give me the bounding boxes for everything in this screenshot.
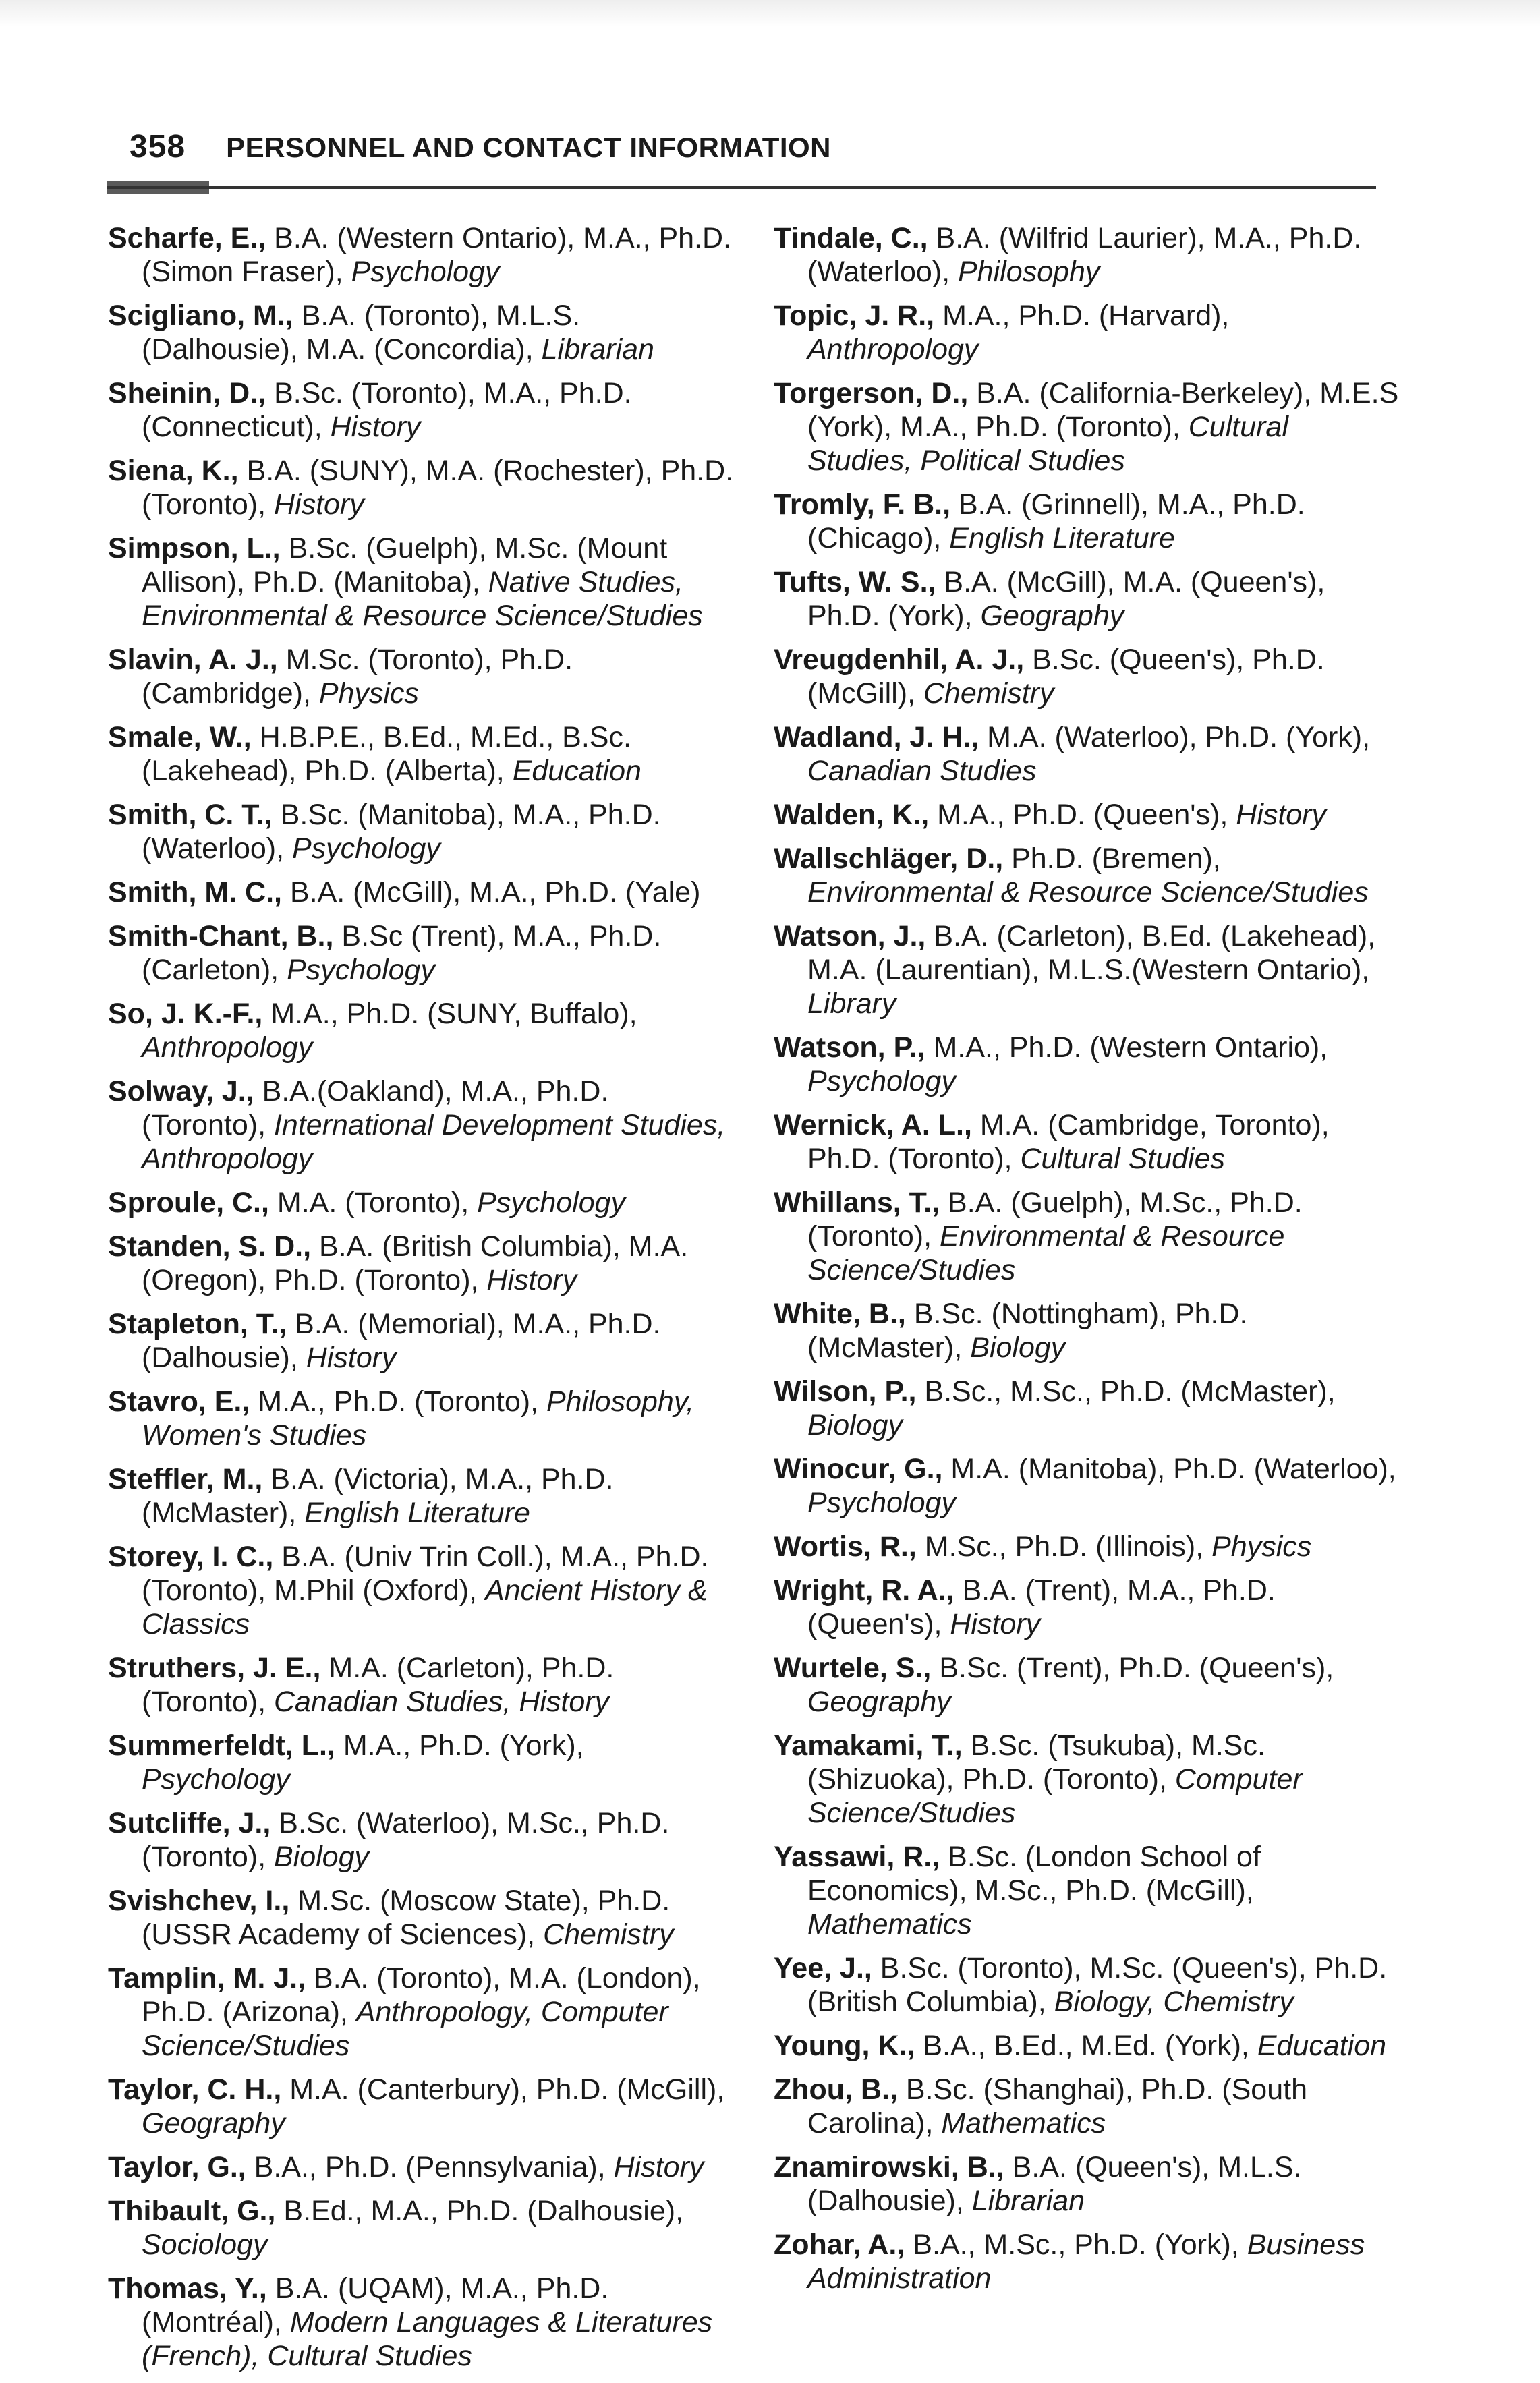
personnel-entry [774, 1297, 1401, 1365]
personnel-entry [774, 798, 1401, 832]
person-name: Scigliano, M., [108, 299, 293, 332]
person-credentials: H.B.P.E., B.Ed., M.Ed., B.Sc. (Lakehead), Ph.D. (Alberta), [142, 721, 631, 787]
personnel-entry [108, 454, 735, 521]
person-department: Mathematics [807, 1908, 972, 1941]
person-department: English Literature [304, 1497, 530, 1529]
personnel-entry [108, 376, 735, 444]
person-credentials: B.Sc. (Manitoba), M.A., Ph.D. (Waterloo), [142, 799, 661, 865]
person-credentials: B.A. (Carleton), B.Ed. (Lakehead), M.A. (Laurentian), M.L.S.(Western Ontario), [807, 920, 1376, 986]
personnel-entry [774, 2228, 1401, 2295]
person-credentials: B.Sc. (Shanghai), Ph.D. (South Carolina), [807, 2073, 1307, 2140]
personnel-entry [108, 1230, 735, 1297]
person-credentials: B.Sc. (Queen's), Ph.D. (McGill), [807, 643, 1325, 710]
person-department: Psychology [292, 832, 440, 865]
personnel-entry [108, 1540, 735, 1641]
person-name: Solway, J., [108, 1075, 254, 1108]
person-name: Smith, M. C., [108, 876, 282, 909]
personnel-entry [774, 376, 1401, 478]
person-credentials: B.A. (SUNY), M.A. (Rochester), Ph.D. (Toronto), [142, 455, 734, 521]
person-name: Smale, W., [108, 721, 252, 753]
person-name: Simpson, L., [108, 532, 281, 565]
person-name: Thomas, Y., [108, 2272, 267, 2305]
person-department: History [273, 488, 364, 521]
person-department: Geography [807, 1686, 951, 1718]
personnel-entry [108, 1884, 735, 1951]
person-department: Environmental & Resource Science/Studies [807, 1220, 1285, 1286]
person-credentials: B.Sc. (Trent), Ph.D. (Queen's), [931, 1652, 1334, 1684]
person-credentials: M.A. (Carleton), Ph.D. (Toronto), [142, 1652, 615, 1718]
person-name: Summerfeldt, L., [108, 1729, 335, 1762]
person-credentials: B.A., M.Sc., Ph.D. (York), [905, 2229, 1247, 2261]
person-name: Tufts, W. S., [774, 566, 936, 598]
person-name: Steffler, M., [108, 1463, 263, 1495]
person-credentials: M.A. (Manitoba), Ph.D. (Waterloo), [942, 1453, 1396, 1485]
person-department: Psychology [287, 954, 435, 986]
person-credentials: B.A.(Oakland), M.A., Ph.D. (Toronto), [142, 1075, 609, 1141]
person-name: Smith, C. T., [108, 799, 273, 831]
person-name: Thibault, G., [108, 2195, 276, 2227]
personnel-entry [108, 1074, 735, 1176]
person-credentials: M.A., Ph.D. (SUNY, Buffalo), [262, 998, 637, 1030]
page-number: 358 [130, 129, 186, 165]
person-credentials: B.A. (Grinnell), M.A., Ph.D. (Chicago), [807, 488, 1305, 554]
person-credentials: B.A. (Queen's), M.L.S. (Dalhousie), [807, 2151, 1302, 2217]
person-name: Wilson, P., [774, 1375, 917, 1408]
person-name: Scharfe, E., [108, 222, 266, 254]
person-name: Siena, K., [108, 455, 239, 487]
person-department: Anthropology, Computer Science/Studies [142, 1996, 668, 2062]
personnel-entry [774, 1574, 1401, 1641]
person-department: History [613, 2151, 704, 2183]
personnel-entry [108, 2073, 735, 2140]
person-credentials: M.Sc., Ph.D. (Illinois), [916, 1530, 1212, 1563]
person-department: History [330, 411, 421, 443]
person-credentials: B.Sc. (Waterloo), M.Sc., Ph.D. (Toronto), [142, 1807, 670, 1873]
person-department: Education [1257, 2030, 1387, 2062]
person-name: Sheinin, D., [108, 377, 266, 409]
person-name: So, J. K.-F., [108, 998, 263, 1030]
person-name: Tindale, C., [774, 222, 928, 254]
person-name: Topic, J. R., [774, 299, 935, 332]
personnel-entry [774, 842, 1401, 909]
person-name: Walden, K., [774, 799, 930, 831]
person-credentials: M.A. (Waterloo), Ph.D. (York), [979, 721, 1371, 753]
person-department: Psychology [351, 256, 500, 288]
personnel-entry [108, 720, 735, 788]
personnel-entry [774, 1951, 1401, 2019]
person-department: Anthropology [142, 1031, 313, 1064]
person-name: Wurtele, S., [774, 1652, 932, 1684]
personnel-entry [108, 1961, 735, 2063]
personnel-entry [108, 1651, 735, 1719]
person-credentials: M.A. (Cambridge, Toronto), Ph.D. (Toronto), [807, 1109, 1330, 1175]
person-department: Library [807, 987, 896, 1020]
person-name: Smith-Chant, B., [108, 920, 334, 952]
personnel-entry [108, 1729, 735, 1796]
person-credentials: B.A. (Victoria), M.A., Ph.D. (McMaster), [142, 1463, 614, 1529]
person-credentials: B.Sc (Trent), M.A., Ph.D. (Carleton), [142, 920, 662, 986]
person-credentials: B.A. (Trent), M.A., Ph.D. (Queen's), [807, 1574, 1276, 1640]
personnel-entry [774, 1729, 1401, 1830]
personnel-entry [108, 798, 735, 865]
person-department: History [950, 1608, 1041, 1640]
person-name: Yassawi, R., [774, 1841, 940, 1873]
person-name: Wernick, A. L., [774, 1109, 972, 1141]
personnel-entry [774, 2029, 1401, 2063]
person-credentials: M.A., Ph.D. (Western Ontario), [925, 1031, 1328, 1064]
personnel-entry [108, 919, 735, 987]
person-name: White, B., [774, 1298, 906, 1330]
personnel-entry [774, 2150, 1401, 2218]
personnel-entry [108, 2272, 735, 2373]
person-name: Storey, I. C., [108, 1541, 274, 1573]
person-department: Librarian [541, 333, 654, 366]
person-credentials: M.A., Ph.D. (Queen's), [929, 799, 1236, 831]
person-department: Sociology [142, 2229, 268, 2261]
personnel-entry [774, 643, 1401, 710]
person-department: Psychology [142, 1763, 290, 1796]
personnel-entry [774, 221, 1401, 289]
person-department: International Development Studies, Anthropology [142, 1109, 726, 1175]
personnel-entry [774, 1651, 1401, 1719]
personnel-entry [774, 1108, 1401, 1176]
person-department: Biology [970, 1331, 1066, 1364]
person-credentials: M.A. (Toronto), [268, 1186, 478, 1219]
right-column [774, 221, 1401, 2305]
person-credentials: M.Sc. (Moscow State), Ph.D. (USSR Academy of Sciences), [142, 1885, 671, 1951]
person-credentials: B.A. (McGill), M.A., Ph.D. (Yale) [282, 876, 701, 909]
person-name: Stapleton, T., [108, 1308, 287, 1340]
personnel-entry [774, 299, 1401, 366]
person-department: History [486, 1264, 577, 1296]
personnel-entry [108, 997, 735, 1064]
person-credentials: B.Ed., M.A., Ph.D. (Dalhousie), [275, 2195, 684, 2227]
person-name: Taylor, G., [108, 2151, 246, 2183]
personnel-entry [108, 1307, 735, 1375]
person-credentials: B.Sc. (London School of Economics), M.Sc., Ph.D. (McGill), [807, 1841, 1261, 1907]
left-column [108, 221, 735, 2383]
person-credentials: B.A. (Guelph), M.Sc., Ph.D. (Toronto), [807, 1186, 1303, 1253]
person-name: Sproule, C., [108, 1186, 269, 1219]
person-credentials: B.A. (Wilfrid Laurier), M.A., Ph.D. (Waterloo), [807, 222, 1362, 288]
personnel-entry [108, 1462, 735, 1530]
person-name: Standen, S. D., [108, 1230, 312, 1263]
personnel-entry [774, 488, 1401, 555]
personnel-entry [774, 1530, 1401, 1563]
section-title: PERSONNEL AND CONTACT INFORMATION [226, 132, 832, 163]
person-name: Stavro, E., [108, 1385, 250, 1418]
person-name: Sutcliffe, J., [108, 1807, 271, 1839]
person-department: Computer Science/Studies [807, 1763, 1303, 1829]
personnel-entry [108, 221, 735, 289]
person-name: Yamakami, T., [774, 1729, 963, 1762]
person-department: Philosophy [958, 256, 1100, 288]
personnel-entry [108, 643, 735, 710]
person-name: Tromly, F. B., [774, 488, 951, 521]
person-department: Geography [142, 2107, 285, 2140]
person-department: Cultural Studies [1020, 1143, 1225, 1175]
person-name: Yee, J., [774, 1952, 872, 1984]
scan-edge [0, 0, 1540, 27]
person-name: Svishchev, I., [108, 1885, 290, 1917]
person-credentials: B.A. (Memorial), M.A., Ph.D. (Dalhousie), [142, 1308, 661, 1374]
person-department: History [1236, 799, 1327, 831]
person-department: Cultural Studies, Political Studies [807, 411, 1288, 477]
person-name: Winocur, G., [774, 1453, 943, 1485]
person-credentials: M.A., Ph.D. (Harvard), [934, 299, 1230, 332]
personnel-entry [108, 532, 735, 633]
person-credentials: B.A. (McGill), M.A. (Queen's), Ph.D. (York), [807, 566, 1325, 632]
person-department: Mathematics [941, 2107, 1106, 2140]
person-department: Business Administration [807, 2229, 1365, 2295]
person-credentials: B.A. (California-Berkeley), M.E.S (York), M.A., Ph.D. (Toronto), [807, 377, 1399, 443]
personnel-entry [108, 1385, 735, 1452]
person-department: Biology, Chemistry [1054, 1986, 1294, 2018]
person-credentials: M.A., Ph.D. (York), [335, 1729, 584, 1762]
person-name: Wadland, J. H., [774, 721, 979, 753]
person-credentials: B.Sc. (Toronto), M.Sc. (Queen's), Ph.D. (British Columbia), [807, 1952, 1388, 2018]
person-department: Biology [273, 1841, 369, 1873]
person-credentials: B.Sc., M.Sc., Ph.D. (McMaster), [916, 1375, 1336, 1408]
person-department: Biology [807, 1409, 903, 1441]
person-name: Young, K., [774, 2030, 915, 2062]
personnel-entry [108, 875, 735, 909]
person-name: Vreugdenhil, A. J., [774, 643, 1025, 676]
person-department: Librarian [971, 2185, 1085, 2217]
person-department: Chemistry [923, 677, 1054, 710]
person-name: Whillans, T., [774, 1186, 940, 1219]
person-credentials: B.A. (Western Ontario), M.A., Ph.D. (Simon Fraser), [142, 222, 732, 288]
person-department: Chemistry [543, 1918, 674, 1951]
person-department: Geography [980, 600, 1124, 632]
person-credentials: B.A. (Toronto), M.L.S. (Dalhousie), M.A. (Concordia), [142, 299, 581, 366]
person-credentials: B.Sc. (Guelph), M.Sc. (Mount Allison), Ph.D. (Manitoba), [142, 532, 668, 598]
personnel-entry [774, 565, 1401, 633]
person-name: Torgerson, D., [774, 377, 969, 409]
personnel-entry [108, 299, 735, 366]
person-name: Znamirowski, B., [774, 2151, 1004, 2183]
person-name: Zohar, A., [774, 2229, 905, 2261]
person-credentials: M.A., Ph.D. (Toronto), [250, 1385, 546, 1418]
person-credentials: B.A. (British Columbia), M.A. (Oregon), Ph.D. (Toronto), [142, 1230, 689, 1296]
person-department: Native Studies, Environmental & Resource Science/Studies [142, 566, 703, 632]
person-department: Canadian Studies [807, 755, 1037, 787]
personnel-entry [774, 2073, 1401, 2140]
person-department: Modern Languages & Literatures (French), Cultural Studies [142, 2306, 713, 2372]
person-department: Ancient History & Classics [142, 1574, 708, 1640]
person-department: History [306, 1342, 397, 1374]
person-credentials: B.Sc. (Nottingham), Ph.D. (McMaster), [807, 1298, 1248, 1364]
personnel-entry [774, 720, 1401, 788]
person-department: Anthropology [807, 333, 979, 366]
person-credentials: B.A., Ph.D. (Pennsylvania), [246, 2151, 614, 2183]
person-credentials: B.A. (UQAM), M.A., Ph.D. (Montréal), [142, 2272, 609, 2338]
person-department: English Literature [949, 522, 1175, 554]
person-department: Psychology [807, 1487, 956, 1519]
person-department: Environmental & Resource Science/Studies [807, 876, 1369, 909]
person-credentials: M.A. (Canterbury), Ph.D. (McGill), [281, 2073, 725, 2106]
personnel-entry [108, 2150, 735, 2184]
person-name: Slavin, A. J., [108, 643, 278, 676]
person-department: Psychology [477, 1186, 626, 1219]
person-credentials: M.Sc. (Toronto), Ph.D. (Cambridge), [142, 643, 573, 710]
personnel-entry [774, 1840, 1401, 1941]
person-credentials: B.Sc. (Tsukuba), M.Sc. (Shizuoka), Ph.D. (Toronto), [807, 1729, 1265, 1796]
person-credentials: B.A. (Univ Trin Coll.), M.A., Ph.D. (Toronto), M.Phil (Oxford), [142, 1541, 709, 1607]
personnel-entry [774, 1375, 1401, 1442]
person-name: Wortis, R., [774, 1530, 917, 1563]
personnel-entry [774, 1031, 1401, 1098]
person-credentials: B.A. (Toronto), M.A. (London), Ph.D. (Arizona), [142, 1962, 701, 2028]
person-name: Struthers, J. E., [108, 1652, 321, 1684]
person-department: Physics [318, 677, 420, 710]
person-department: Education [512, 755, 641, 787]
person-name: Taylor, C. H., [108, 2073, 282, 2106]
person-credentials: B.A., B.Ed., M.Ed. (York), [915, 2030, 1257, 2062]
person-department: Physics [1211, 1530, 1312, 1563]
personnel-entry [774, 919, 1401, 1021]
personnel-entry [774, 1452, 1401, 1520]
personnel-entry [108, 1806, 735, 1874]
person-name: Watson, J., [774, 920, 926, 952]
personnel-entry [108, 2194, 735, 2262]
personnel-entry [108, 1186, 735, 1219]
person-name: Zhou, B., [774, 2073, 898, 2106]
person-name: Wright, R. A., [774, 1574, 954, 1607]
person-credentials: Ph.D. (Bremen), [1003, 842, 1221, 875]
person-name: Wallschläger, D., [774, 842, 1004, 875]
person-department: Canadian Studies, History [273, 1686, 610, 1718]
person-department: Philosophy, Women's Studies [142, 1385, 695, 1452]
personnel-entry [774, 1186, 1401, 1287]
person-department: Psychology [807, 1065, 956, 1097]
person-credentials: B.Sc. (Toronto), M.A., Ph.D. (Connecticut), [142, 377, 632, 443]
person-name: Watson, P., [774, 1031, 925, 1064]
person-name: Tamplin, M. J., [108, 1962, 306, 1994]
page-header [130, 128, 1364, 169]
header-rule [107, 186, 1376, 189]
